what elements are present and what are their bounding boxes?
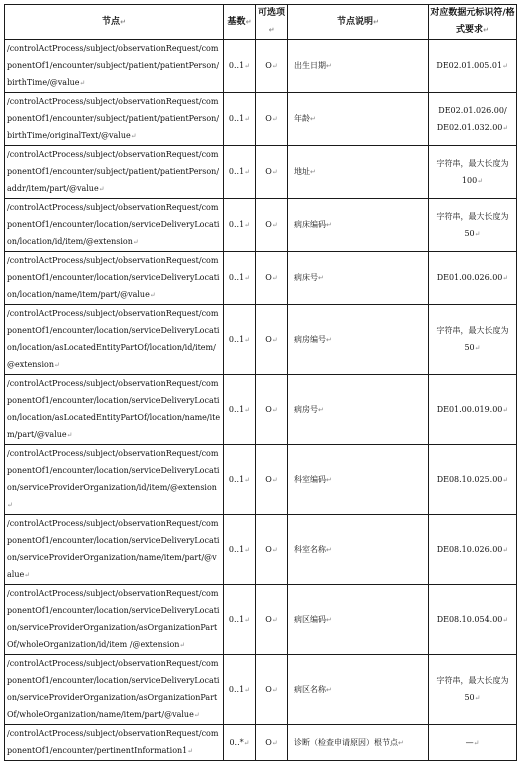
standard-cell: 字符串，最大长度为 50↵ — [429, 305, 517, 375]
header-description: 节点说明↵ — [288, 5, 429, 40]
node-path-cell: /controlActProcess/subject/observationRequest/componentOf1/encounter/location/serviceDeliveryLocation/serviceProviderOrganization/asOrganizationPartOf/wholeOrganization/id/item /@extension↵ — [5, 585, 224, 655]
standard-cell: DE02.01.026.00/ DE02.01.032.00↵ — [429, 93, 517, 146]
optional-cell: O↵ — [256, 199, 288, 252]
table-row — [5, 199, 517, 252]
table-row — [5, 375, 517, 445]
description-cell: 病房编号↵ — [288, 305, 429, 375]
table-row — [5, 146, 517, 199]
standard-cell: —↵ — [429, 725, 517, 761]
optional-cell: O↵ — [256, 93, 288, 146]
optional-cell: O↵ — [256, 585, 288, 655]
table-body — [5, 40, 517, 761]
node-spec-table — [4, 4, 517, 761]
description-cell: 科室编码↵ — [288, 445, 429, 515]
cardinality-cell: 0..1↵ — [224, 252, 256, 305]
optional-cell: O↵ — [256, 725, 288, 761]
cardinality-cell: 0..1↵ — [224, 305, 256, 375]
node-path-cell: /controlActProcess/subject/observationRequest/componentOf1/encounter/subject/patient/patientPerson/birthTime/@value↵ — [5, 40, 224, 93]
node-path-cell: /controlActProcess/subject/observationRequest/componentOf1/encounter/location/serviceDeliveryLocation/location/asLocatedEntityPartOf/location/id/item/@extension↵ — [5, 305, 224, 375]
description-cell: 病区名称↵ — [288, 655, 429, 725]
standard-cell: 字符串，最大长度为 100↵ — [429, 146, 517, 199]
header-cardinality: 基数↵ — [224, 5, 256, 40]
cardinality-cell: 0..1↵ — [224, 585, 256, 655]
node-path-cell: /controlActProcess/subject/observationRequest/componentOf1/encounter/location/serviceDeliveryLocation/serviceProviderOrganization/asOrganizationPartOf/wholeOrganization/name/item/part/@value↵ — [5, 655, 224, 725]
node-path-cell: /controlActProcess/subject/observationRequest/componentOf1/encounter/subject/patient/patientPerson/birthTime/originalText/@value↵ — [5, 93, 224, 146]
node-path-cell: /controlActProcess/subject/observationRequest/componentOf1/encounter/location/serviceDeliveryLocation/serviceProviderOrganization/id/item/@extension↵ — [5, 445, 224, 515]
optional-cell: O↵ — [256, 252, 288, 305]
optional-cell: O↵ — [256, 146, 288, 199]
node-path-cell: /controlActProcess/subject/observationRequest/componentOf1/encounter/location/serviceDeliveryLocation/serviceProviderOrganization/name/item/part/@value↵ — [5, 515, 224, 585]
optional-cell: O↵ — [256, 305, 288, 375]
description-cell: 地址↵ — [288, 146, 429, 199]
description-cell: 病房号↵ — [288, 375, 429, 445]
node-path-cell: /controlActProcess/subject/observationRequest/componentOf1/encounter/subject/patient/patientPerson/addr/item/part/@value↵ — [5, 146, 224, 199]
header-node: 节点↵ — [5, 5, 224, 40]
standard-cell: 字符串，最大长度为 50↵ — [429, 199, 517, 252]
table-row — [5, 93, 517, 146]
description-cell: 科室名称↵ — [288, 515, 429, 585]
optional-cell: O↵ — [256, 515, 288, 585]
table-row — [5, 40, 517, 93]
description-cell: 病区编码↵ — [288, 585, 429, 655]
description-cell: 诊断（检查申请原因）根节点↵ — [288, 725, 429, 761]
node-path-cell: /controlActProcess/subject/observationRequest/componentOf1/encounter/pertinentInformation1↵ — [5, 725, 224, 761]
optional-cell: O↵ — [256, 655, 288, 725]
optional-cell: O↵ — [256, 40, 288, 93]
standard-cell: DE02.01.005.01↵ — [429, 40, 517, 93]
cardinality-cell: 0..1↵ — [224, 146, 256, 199]
header-optional: 可选项↵ — [256, 5, 288, 40]
standard-cell: DE01.00.026.00↵ — [429, 252, 517, 305]
cardinality-cell: 0..1↵ — [224, 445, 256, 515]
cardinality-cell: 0..*↵ — [224, 725, 256, 761]
table-row — [5, 305, 517, 375]
table-row — [5, 252, 517, 305]
cardinality-cell: 0..1↵ — [224, 515, 256, 585]
table-header-row — [5, 5, 517, 40]
description-cell: 病床号↵ — [288, 252, 429, 305]
table-row — [5, 655, 517, 725]
node-path-cell: /controlActProcess/subject/observationRequest/componentOf1/encounter/location/serviceDeliveryLocation/location/asLocatedEntityPartOf/location/name/item/part/@value↵ — [5, 375, 224, 445]
node-path-cell: /controlActProcess/subject/observationRequest/componentOf1/encounter/location/serviceDeliveryLocation/location/id/item/@extension↵ — [5, 199, 224, 252]
standard-cell: DE01.00.019.00↵ — [429, 375, 517, 445]
description-cell: 出生日期↵ — [288, 40, 429, 93]
description-cell: 病床编码↵ — [288, 199, 429, 252]
node-path-cell: /controlActProcess/subject/observationRequest/componentOf1/encounter/location/serviceDeliveryLocation/location/name/item/part/@value↵ — [5, 252, 224, 305]
standard-cell: DE08.10.025.00↵ — [429, 445, 517, 515]
table-row — [5, 725, 517, 761]
standard-cell: 字符串，最大长度为 50↵ — [429, 655, 517, 725]
table-row — [5, 445, 517, 515]
cardinality-cell: 0..1↵ — [224, 40, 256, 93]
standard-cell: DE08.10.054.00↵ — [429, 585, 517, 655]
optional-cell: O↵ — [256, 445, 288, 515]
optional-cell: O↵ — [256, 375, 288, 445]
cardinality-cell: 0..1↵ — [224, 199, 256, 252]
description-cell: 年龄↵ — [288, 93, 429, 146]
cardinality-cell: 0..1↵ — [224, 93, 256, 146]
table-row — [5, 515, 517, 585]
table-row — [5, 585, 517, 655]
cardinality-cell: 0..1↵ — [224, 375, 256, 445]
standard-cell: DE08.10.026.00↵ — [429, 515, 517, 585]
cardinality-cell: 0..1↵ — [224, 655, 256, 725]
header-standard: 对应数据元标识符/格式要求↵ — [429, 5, 517, 40]
